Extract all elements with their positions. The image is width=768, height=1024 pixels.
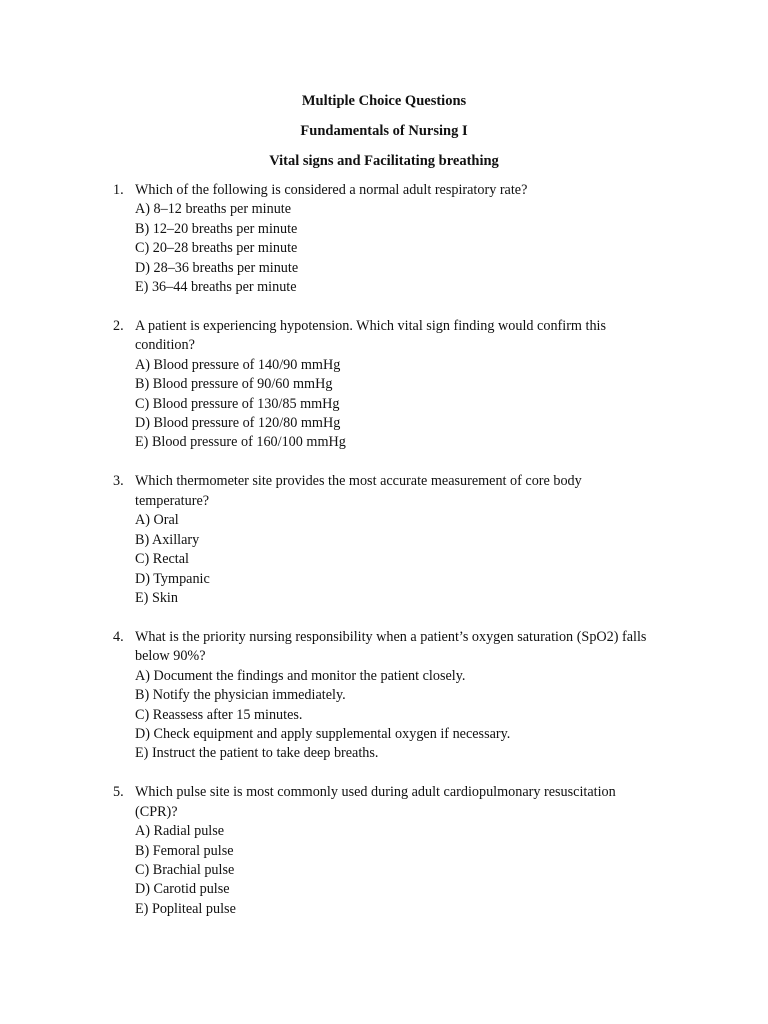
option-c: C) 20–28 breaths per minute	[135, 240, 298, 257]
question-number: 1.	[113, 182, 124, 198]
question-number: 5.	[113, 784, 124, 801]
question-number: 4.	[113, 628, 124, 645]
option-list	[135, 822, 658, 919]
course-title: Fundamentals of Nursing I	[300, 123, 468, 139]
question-2	[113, 317, 658, 453]
option-d: D) Tympanic	[135, 570, 210, 587]
question-stem: What is the priority nursing responsibility when a patient’s oxygen saturation (SpO2) falls below 90%?	[135, 628, 647, 665]
option-e: E) Instruct the patient to take deep breaths.	[135, 745, 379, 762]
option-b: B) 12–20 breaths per minute	[135, 220, 298, 237]
option-b: B) Notify the physician immediately.	[135, 687, 346, 704]
question-stem: Which thermometer site provides the most accurate measurement of core body temperature?	[135, 473, 582, 509]
question-number: 2.	[113, 318, 124, 335]
document-headings	[0, 92, 768, 182]
question-4	[113, 628, 658, 764]
option-list	[135, 511, 658, 608]
option-d: D) 28–36 breaths per minute	[135, 259, 299, 276]
question-stem: A patient is experiencing hypotension. Which vital sign finding would confirm this condition?	[135, 318, 607, 354]
option-d: D) Check equipment and apply supplemental oxygen if necessary.	[135, 725, 511, 742]
option-e: E) Blood pressure of 160/100 mmHg	[135, 434, 346, 451]
question-3	[113, 472, 658, 608]
question-stem: Which pulse site is most commonly used during adult cardiopulmonary resuscitation (CPR)?	[135, 784, 616, 820]
question-number: 3.	[113, 473, 124, 490]
option-b: B) Axillary	[135, 531, 200, 548]
option-a: A) Document the findings and monitor the patient closely.	[135, 667, 466, 684]
option-c: C) Brachial pulse	[135, 861, 235, 878]
option-e: E) Skin	[135, 589, 178, 606]
option-d: D) Blood pressure of 120/80 mmHg	[135, 415, 341, 432]
question-5	[113, 783, 658, 919]
option-c: C) Reassess after 15 minutes.	[135, 706, 303, 723]
option-e: E) 36–44 breaths per minute	[135, 279, 297, 296]
question-stem: Which of the following is considered a normal adult respiratory rate?	[135, 182, 528, 198]
question-1	[113, 181, 658, 297]
option-a: A) Blood pressure of 140/90 mmHg	[135, 356, 341, 373]
option-list	[135, 356, 658, 453]
option-a: A) Radial pulse	[135, 823, 225, 840]
option-c: C) Blood pressure of 130/85 mmHg	[135, 395, 340, 412]
topic-title: Vital signs and Facilitating breathing	[269, 153, 499, 169]
option-a: A) Oral	[135, 512, 179, 529]
option-e: E) Popliteal pulse	[135, 900, 236, 917]
option-b: B) Femoral pulse	[135, 842, 234, 859]
option-d: D) Carotid pulse	[135, 881, 230, 898]
option-b: B) Blood pressure of 90/60 mmHg	[135, 376, 333, 393]
option-a: A) 8–12 breaths per minute	[135, 201, 292, 218]
option-list	[135, 667, 658, 764]
option-list	[135, 200, 658, 297]
option-c: C) Rectal	[135, 551, 189, 568]
question-list	[113, 181, 658, 939]
document-title: Multiple Choice Questions	[301, 93, 467, 109]
